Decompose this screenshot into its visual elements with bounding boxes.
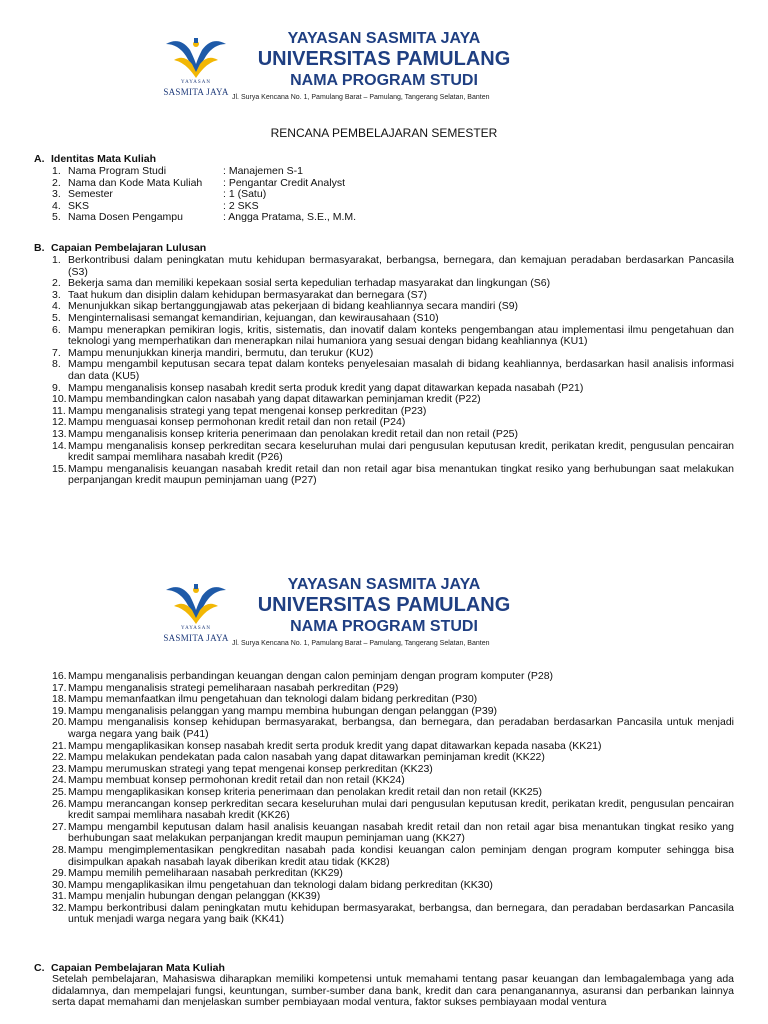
logo-caption-small: YAYASAN	[181, 80, 211, 85]
row-label: Nama Program Studi	[68, 165, 167, 177]
organization-name: YAYASAN SASMITA JAYA	[287, 30, 481, 47]
list-item	[52, 799, 734, 822]
row-label: Nama Dosen Pengampu	[68, 211, 183, 224]
item-text: Mampu menjalin hubungan dengan pelanggan (KK39)	[68, 890, 321, 903]
item-text: Mampu menganalisis perbandingan keuangan dengan calon peminjam dengan program komputer (P28)	[68, 670, 554, 682]
item-number: 7.	[52, 346, 61, 359]
item-number: 2.	[52, 277, 61, 290]
section-title-text: Capaian Pembelajaran Lulusan	[51, 242, 207, 254]
identity-list	[52, 166, 356, 224]
item-number: 4.	[52, 300, 61, 313]
item-number: 30.	[52, 878, 67, 891]
list-item	[52, 464, 734, 487]
row-number: 3.	[52, 188, 61, 201]
item-text: Mampu merancangan konsep perkreditan secara keseluruhan mulai dari pengusulan keputusan kredit, perikatan kredit, pengusulan pencairan kredit sampai memlihara nasabah kredit (KK26)	[68, 797, 734, 822]
item-number: 26.	[52, 797, 67, 810]
letterhead	[0, 576, 768, 651]
row-label: Nama dan Kode Mata Kuliah	[68, 176, 203, 189]
section-letter: B.	[34, 242, 45, 254]
item-text: Mampu berkontribusi dalam peningkatan mutu kehidupan bermasyarakat, berbangsa, dan bernegara, dan peradaban berdasarkan Pancasila untuk menjadi warga negara yang baik (KK41)	[68, 901, 734, 926]
item-text: Mampu mengimplementasikan pengkreditan nasabah pada kondisi keuangan calon peminjam dengan program komputer sehingga bisa disimpulkan apakah nasabah layak diberikan kredit atau tidak (KK28)	[68, 843, 734, 868]
university-name: UNIVERSITAS PAMULANG	[257, 594, 511, 616]
row-number: 4.	[52, 199, 61, 212]
logo-emblem-icon	[160, 580, 232, 626]
course-outcome-paragraph: Setelah pembelajaran, Mahasiswa diharapkan memiliki kompetensi untuk memahami tentang pasar keuangan dan lembagalembaga yang ada didalamnya, dan mempelajari fungsi, keuntungan, sumber-sumber dana bank, kredit dan cara penanganannya, asuransi dan perbankan lainnya serta dapat memahami dan menjelaskan sumber pembiayaan modal ventura, faktor sukses pembiayaan modal ventura	[52, 973, 734, 1009]
program-name: NAMA PROGRAM STUDI	[290, 72, 478, 89]
university-name: UNIVERSITAS PAMULANG	[257, 48, 511, 70]
item-text: Menunjukkan sikap bertanggungjawab atas pekerjaan di bidang keahliannya secara mandiri (S9)	[68, 300, 519, 313]
section-title-text: Capaian Pembelajaran Mata Kuliah	[51, 962, 225, 974]
list-item	[52, 441, 734, 464]
item-text: Mampu menganalisis pelanggan yang mampu membina hubungan dengan pelanggan (P39)	[68, 704, 498, 717]
list-item	[52, 903, 734, 926]
list-item	[52, 313, 734, 325]
list-item	[52, 359, 734, 382]
item-text: Berkontribusi dalam peningkatan mutu kehidupan bermasyarakat, berbangsa, bernegara, dan kemajuan peradaban berdasarkan Pancasila (S3)	[68, 254, 734, 278]
section-a-title	[34, 153, 156, 165]
list-item	[52, 845, 734, 868]
section-title-text: Identitas Mata Kuliah	[51, 153, 157, 165]
identity-row	[52, 212, 356, 224]
item-text: Mampu menganalisis keuangan nasabah kredit retail dan non retail agar bisa menantukan tingkat resiko yang berhubungan saat melakukan perpanjangan kredit maupun peminjaman uang (P27)	[68, 462, 734, 487]
item-text: Mampu memanfaatkan ilmu pengetahuan dan teknologi dalam bidang perkreditan (P30)	[68, 693, 478, 706]
list-item	[52, 717, 734, 740]
learning-outcomes-list	[52, 255, 734, 487]
item-text: Mampu menguasai konsep permohonan kredit retail dan non retail (P24)	[68, 416, 406, 429]
item-text: Mampu mengambil keputusan secara tepat dalam konteks penyelesaian masalah di bidang keahliannya, berdasarkan hasil analisis informasi dan data (KU5)	[68, 358, 734, 382]
row-value: : 1 (Satu)	[223, 188, 267, 201]
item-number: 22.	[52, 751, 67, 764]
row-value: : Manajemen S-1	[223, 165, 303, 177]
item-text: Mampu menerapkan pemikiran logis, kritis, sistematis, dan inovatif dalam konteks pengembangan atau implementasi ilmu pengetahuan dan teknologi yang memperhatikan dan menerapkan nilai humaniora yang sesuai dengan bidang keahliannya (KU1)	[68, 323, 734, 348]
list-item	[52, 822, 734, 845]
item-text: Mampu merumuskan strategi yang tepat mengenai konsep perkreditan (KK23)	[68, 762, 433, 775]
identity-row	[52, 189, 356, 201]
list-item	[52, 671, 734, 683]
item-number: 12.	[52, 416, 67, 429]
item-number: 19.	[52, 704, 67, 717]
logo-caption: SASMITA JAYA	[163, 633, 229, 643]
item-number: 1.	[52, 254, 61, 266]
item-number: 17.	[52, 681, 67, 694]
document-title: RENCANA PEMBELAJARAN SEMESTER	[270, 126, 498, 140]
item-text: Mampu menunjukkan kinerja mandiri, bermutu, dan terukur (KU2)	[68, 346, 374, 359]
item-text: Bekerja sama dan memiliki kepekaan sosial serta kepedulian terhadap masyarakat dan lingkungan (S6)	[68, 277, 551, 290]
item-number: 18.	[52, 693, 67, 706]
row-label: Semester	[68, 188, 113, 201]
item-number: 25.	[52, 785, 67, 798]
item-text: Mampu melakukan pendekatan pada calon nasabah yang dapat ditawarkan peminjaman kredit (KK22)	[68, 751, 545, 764]
item-number: 16.	[52, 670, 67, 682]
item-number: 14.	[52, 439, 67, 452]
item-text: Mampu mengaplikasikan ilmu pengetahuan dan teknologi dalam bidang perkreditan (KK30)	[68, 878, 493, 891]
item-number: 15.	[52, 462, 67, 475]
item-number: 5.	[52, 311, 61, 324]
item-number: 29.	[52, 867, 67, 880]
item-number: 11.	[52, 404, 66, 417]
item-number: 24.	[52, 774, 67, 787]
program-name: NAMA PROGRAM STUDI	[290, 618, 478, 635]
address: Jl. Surya Kencana No. 1, Pamulang Barat – Pamulang, Tangerang Selatan, Banten	[232, 640, 490, 647]
university-logo	[160, 580, 232, 642]
item-text: Mampu mengaplikasikan konsep nasabah kredit serta produk kredit yang dapat ditawarkan kepada nasaba (KK21)	[68, 739, 602, 752]
logo-emblem-icon	[160, 34, 232, 80]
item-text: Menginternalisasi semangat kemandirian, kejuangan, dan kewirausahaan (S10)	[68, 311, 439, 324]
list-item	[52, 752, 734, 764]
item-number: 6.	[52, 323, 61, 336]
item-text: Mampu menganalisis strategi pemeliharaan nasabah perkreditan (P29)	[68, 681, 399, 694]
university-logo	[160, 34, 232, 96]
item-text: Mampu membandingkan calon nasabah yang dapat ditawarkan peminjaman kredit (P22)	[68, 393, 481, 406]
row-value: : 2 SKS	[223, 199, 259, 212]
item-text: Taat hukum dan disiplin dalam kehidupan bermasyarakat dan bernegara (S7)	[68, 288, 427, 301]
item-text: Mampu mengambil keputusan dalam hasil analisis keuangan nasabah kredit retail dan non retail agar bisa menantukan tingkat resiko yang berhubungan saat melakukan perpanjangan kredit maupun peminjaman uang (KK27)	[68, 820, 734, 845]
row-number: 5.	[52, 211, 61, 224]
item-number: 3.	[52, 288, 61, 301]
row-number: 2.	[52, 176, 61, 189]
item-number: 10.	[52, 393, 67, 406]
row-number: 1.	[52, 165, 61, 177]
section-letter: C.	[34, 962, 45, 974]
list-item	[52, 429, 734, 441]
organization-name: YAYASAN SASMITA JAYA	[287, 576, 481, 593]
item-number: 23.	[52, 762, 67, 775]
item-number: 21.	[52, 739, 67, 752]
item-number: 27.	[52, 820, 67, 833]
section-b-title	[34, 242, 206, 254]
list-item	[52, 787, 734, 799]
row-value: : Angga Pratama, S.E., M.M.	[223, 211, 357, 224]
item-number: 20.	[52, 716, 67, 729]
row-label: SKS	[68, 199, 90, 212]
item-number: 31.	[52, 890, 67, 903]
list-item	[52, 255, 734, 278]
item-number: 9.	[52, 381, 61, 394]
address: Jl. Surya Kencana No. 1, Pamulang Barat – Pamulang, Tangerang Selatan, Banten	[232, 94, 490, 101]
item-text: Mampu menganalisis konsep kehidupan bermasyarakat, berbangsa, dan bernegara, dan peradaban berdasarkan Pancasila untuk menjadi warga negara yang baik (P41)	[68, 716, 734, 740]
logo-caption: SASMITA JAYA	[163, 87, 229, 97]
item-number: 13.	[52, 427, 67, 440]
item-number: 8.	[52, 358, 61, 371]
item-text: Mampu menganalisis konsep kriteria penerimaan dan penolakan kredit retail dan non retail (P25)	[68, 427, 519, 440]
item-text: Mampu mengaplikasikan konsep kriteria penerimaan dan penolakan kredit retail dan non retail (KK25)	[68, 785, 542, 798]
learning-outcomes-list-continued	[52, 671, 734, 926]
identity-row	[52, 166, 356, 178]
section-letter: A.	[34, 153, 45, 165]
list-item	[52, 325, 734, 348]
letterhead	[0, 30, 768, 105]
item-text: Mampu menganalisis strategi yang tepat mengenai konsep perkreditan (P23)	[68, 404, 427, 417]
item-text: Mampu membuat konsep permohonan kredit retail dan non retail (KK24)	[68, 774, 405, 787]
logo-caption-small: YAYASAN	[181, 626, 211, 631]
row-value: : Pengantar Credit Analyst	[223, 176, 345, 189]
item-text: Mampu menganalisis konsep perkreditan secara keseluruhan mulai dari pengusulan keputusan kredit, perikatan kredit, pengusulan pencairan kredit sampai memlihara nasabah kredit (P26)	[68, 439, 734, 464]
item-number: 28.	[52, 843, 67, 856]
item-number: 32.	[52, 901, 67, 914]
list-item	[52, 394, 734, 406]
item-text: Mampu memilih pemeliharaan nasabah perkreditan (KK29)	[68, 867, 343, 880]
list-item	[52, 868, 734, 880]
item-text: Mampu menganalisis konsep nasabah kredit serta produk kredit yang dapat ditawarkan kepada nasabah (P21)	[68, 381, 584, 394]
